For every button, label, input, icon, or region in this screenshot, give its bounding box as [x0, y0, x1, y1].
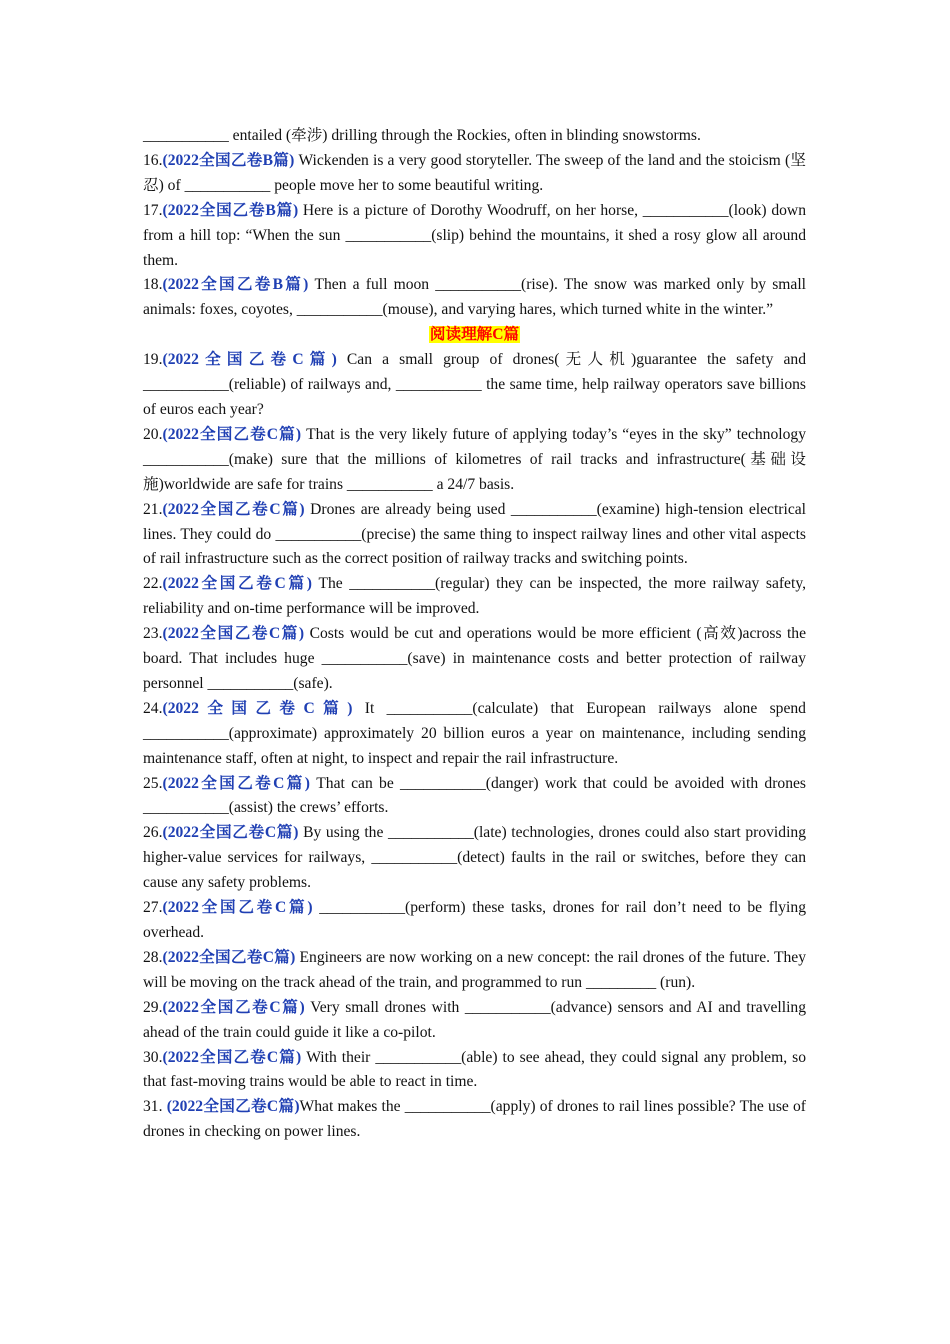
question-number: 18. — [143, 276, 163, 294]
question-number: 17. — [143, 201, 163, 219]
question-text: Engineers are now working on a new concept: the rail drones of the future. They will be moving on the track ahead of the train, and programmed to run _________ (run). — [143, 948, 806, 991]
source-tag: (2022全国乙卷B篇) — [162, 151, 295, 169]
question-number: 27. — [143, 899, 163, 917]
source-tag: (2022全国乙卷C篇) — [162, 824, 299, 842]
question-28 — [143, 946, 806, 996]
question-number: 19. — [143, 351, 163, 369]
question-number: 28. — [143, 948, 163, 966]
question-number: 26. — [143, 824, 163, 842]
question-number: 25. — [143, 774, 163, 792]
question-29 — [143, 996, 806, 1046]
question-text: It ___________(calculate) that European railways alone spend ___________(approximate) approximately 20 billion euros a year on maintenance, including sending maintenance staff, often at night, to inspect and repair the rail infrastructure. — [143, 699, 806, 767]
source-tag: (2022全国乙卷C篇) — [162, 351, 337, 369]
question-text: Drones are already being used ___________(examine) high-tension electrical lines. They could do ___________(precise) the same thing to inspect railway lines and other vital aspects of rail infrastructure such as the correct position of railway tracks and switching points. — [143, 500, 806, 568]
question-27 — [143, 896, 806, 946]
question-31 — [143, 1095, 806, 1145]
source-tag: (2022全国乙卷C篇) — [166, 1098, 300, 1116]
question-22 — [143, 572, 806, 622]
question-text: Here is a picture of Dorothy Woodruff, on her horse, ___________(look) down from a hill top: “When the sun ___________(slip) behind the mountains, it shed a rosy glow all around them. — [143, 201, 806, 269]
question-text: Very small drones with ___________(advance) sensors and AI and travelling ahead of the train could guide it like a co-pilot. — [143, 998, 806, 1041]
question-text: That is the very likely future of applying today’s “eyes in the sky” technology ___________(make) sure that the millions of kilometres of rail tracks and infrastructure(基础设施)worldwide are safe for trains ___________ a 24/7 basis. — [143, 425, 806, 493]
source-tag: (2022全国乙卷C篇) — [162, 899, 313, 917]
source-tag: (2022全国乙卷C篇) — [162, 425, 302, 443]
question-19 — [143, 348, 806, 423]
question-23 — [143, 622, 806, 697]
question-text: Then a full moon ___________(rise). The snow was marked only by small animals: foxes, coyotes, ___________(mouse), and varying hares, which turned white in the winter.” — [143, 276, 806, 319]
source-tag: (2022全国乙卷B篇) — [162, 276, 309, 294]
source-tag: (2022全国乙卷C篇) — [162, 998, 305, 1016]
question-text: Costs would be cut and operations would be more efficient (高效)across the board. That includes huge ___________(save) in maintenance costs and better protection of railway personnel ___________(safe). — [143, 625, 807, 692]
question-20 — [143, 423, 806, 498]
question-21 — [143, 498, 806, 573]
question-18 — [143, 273, 806, 323]
source-tag: (2022全国乙卷C篇) — [162, 1048, 302, 1066]
section-heading-text: 阅读理解C篇 — [429, 326, 520, 344]
section-heading — [143, 323, 806, 348]
question-16 — [143, 149, 806, 199]
source-tag: (2022全国乙卷C篇) — [162, 575, 312, 593]
question-text: ___________(perform) these tasks, drones for rail don’t need to be flying overhead. — [143, 899, 806, 941]
question-number: 20. — [143, 425, 163, 443]
question-number: 30. — [143, 1048, 163, 1066]
question-30 — [143, 1046, 806, 1096]
source-tag: (2022全国乙卷C篇) — [162, 699, 353, 717]
source-tag: (2022全国乙卷C篇) — [162, 625, 305, 643]
question-text: That can be ___________(danger) work that could be avoided with drones ___________(assist) the crews’ efforts. — [143, 774, 806, 817]
question-25 — [143, 772, 806, 822]
source-tag: (2022全国乙卷C篇) — [162, 500, 305, 518]
question-text: With their ___________(able) to see ahead, they could signal any problem, so that fast-moving trains would be able to react in time. — [143, 1048, 806, 1091]
question-24 — [143, 697, 806, 772]
question-17 — [143, 199, 806, 274]
intro-line: ___________ entailed (牵涉) drilling through the Rockies, often in blinding snowstorms. — [143, 127, 701, 144]
source-tag: (2022全国乙卷C篇) — [162, 948, 296, 966]
source-tag: (2022全国乙卷C篇) — [162, 774, 310, 792]
question-26 — [143, 821, 806, 896]
question-number: 31. — [143, 1098, 167, 1116]
question-text: Can a small group of drones(无人机)guarantee the safety and ___________(reliable) of railways and, ___________ the same time, help railway operators save billions of euros each year? — [143, 351, 806, 418]
source-tag: (2022全国乙卷B篇) — [162, 201, 299, 219]
document-page — [143, 124, 806, 1145]
question-text: What makes the ___________(apply) of drones to rail lines possible? The use of drones in checking on power lines. — [143, 1098, 806, 1141]
question-text: By using the ___________(late) technologies, drones could also start providing higher-value services for railways, ___________(detect) faults in the rail or switches, before they can cause any safety problems. — [143, 824, 806, 892]
question-number: 16. — [143, 151, 163, 169]
question-number: 22. — [143, 575, 163, 593]
question-text: The ___________(regular) they can be inspected, the more railway safety, reliability and on-time performance will be improved. — [143, 575, 806, 618]
question-number: 21. — [143, 500, 163, 518]
question-number: 24. — [143, 699, 163, 717]
question-number: 23. — [143, 625, 163, 643]
question-text: Wickenden is a very good storyteller. The sweep of the land and the stoicism (坚忍) of ___________ people move her to some beautiful writing. — [143, 151, 806, 194]
question-number: 29. — [143, 998, 163, 1016]
